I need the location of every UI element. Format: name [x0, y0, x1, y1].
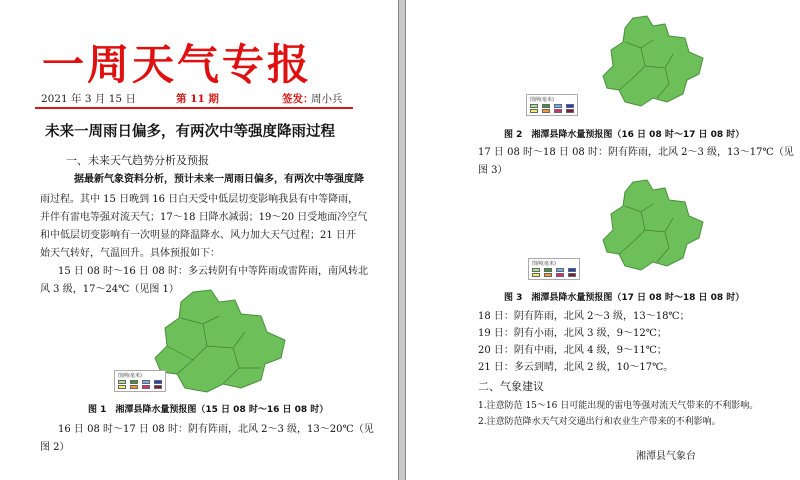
headline: 未来一周雨日偏多，有两次中等强度降雨过程: [45, 124, 335, 140]
precip-map-2: [581, 14, 706, 114]
para1-line-1: 据最新气象资料分析，预计未来一周雨日偏多，有两次中等强度降: [74, 174, 364, 185]
precip-map-3: [581, 178, 706, 278]
section-heading-2: 二、气象建议: [478, 380, 544, 393]
para1-line-2: 雨过程。其中 15 日晚到 16 日白天受中低层切变影响我县有中等降雨，: [40, 194, 359, 205]
map-legend-3: [528, 258, 580, 280]
map-legend-2: [526, 94, 578, 116]
advice-1: 1.注意防范 15～16 日可能出现的雷电等强对流天气带来的不利影响。: [478, 401, 759, 411]
document-page-right: [406, 0, 800, 480]
para3-line-1: 16 日 08 时～17 日 08 时：阴有阵雨，北风 2～3 级，13～20℃（见: [58, 424, 374, 435]
section-heading-1: 一、未来天气趋势分析及预报: [66, 154, 209, 167]
legend-title: 图例(毫米): [118, 373, 142, 379]
issue-date: 2021 年 3 月 15 日: [41, 93, 136, 105]
para4-line-2: 图 3）: [478, 165, 508, 176]
document-page-left: [0, 0, 398, 480]
advice-2: 2.注意防范降水天气对交通出行和农业生产带来的不利影响。: [478, 417, 721, 427]
masthead-title: 一周天气专报: [42, 40, 313, 89]
figure-caption-2: 图 2 湘潭县降水量预报图（16 日 08 时～17 日 08 时）: [504, 130, 745, 140]
daily-forecast-19: 19 日：阴有小雨，北风 3 级，9～12℃；: [478, 328, 667, 339]
map-legend-1: [114, 370, 166, 392]
issue-number: 第 11 期: [176, 93, 219, 105]
para2-line-2: 风 3 级，17～24℃（见图 1）: [40, 284, 179, 295]
para3-line-2: 图 2）: [40, 442, 70, 453]
daily-forecast-18: 18 日：阴有阵雨，北风 2～3 级，13～18℃；: [478, 311, 690, 322]
header-divider: [35, 107, 353, 109]
para1-line-3: 并伴有雷电等强对流天气；17～18 日降水减弱；19～20 日受地面冷空气: [40, 212, 368, 223]
figure-caption-1: 图 1 湘潭县降水量预报图（15 日 08 时～16 日 08 时）: [88, 405, 329, 415]
daily-forecast-20: 20 日：阴有中雨，北风 4 级，9～11℃；: [478, 345, 667, 356]
figure-caption-3: 图 3 湘潭县降水量预报图（17 日 08 时～18 日 08 时）: [504, 293, 745, 303]
issuer-signature: 湘潭县气象台: [636, 451, 696, 462]
para1-line-4: 和中低层切变影响有一次明显的降温降水、风力加大天气过程；21 日开: [40, 230, 356, 241]
para2-line-1: 15 日 08 时～16 日 08 时：多云转阴有中等阵雨或雷阵雨，南风转北: [58, 266, 368, 277]
legend-title: 图例(毫米): [532, 261, 556, 267]
para1-line-5: 始天气转好，气温回升。具体预报如下：: [40, 248, 220, 259]
para4-line-1: 17 日 08 时～18 日 08 时：阴有阵雨，北风 2～3 级，13～17℃（见: [478, 147, 794, 158]
daily-forecast-21: 21 日：多云到晴，北风 2 级，10～17℃。: [478, 362, 674, 373]
page-separator: [398, 0, 406, 480]
issuer-name: 周小兵: [311, 93, 343, 105]
issuer-label: 签发：: [282, 93, 314, 105]
legend-title: 图例(毫米): [530, 97, 554, 103]
